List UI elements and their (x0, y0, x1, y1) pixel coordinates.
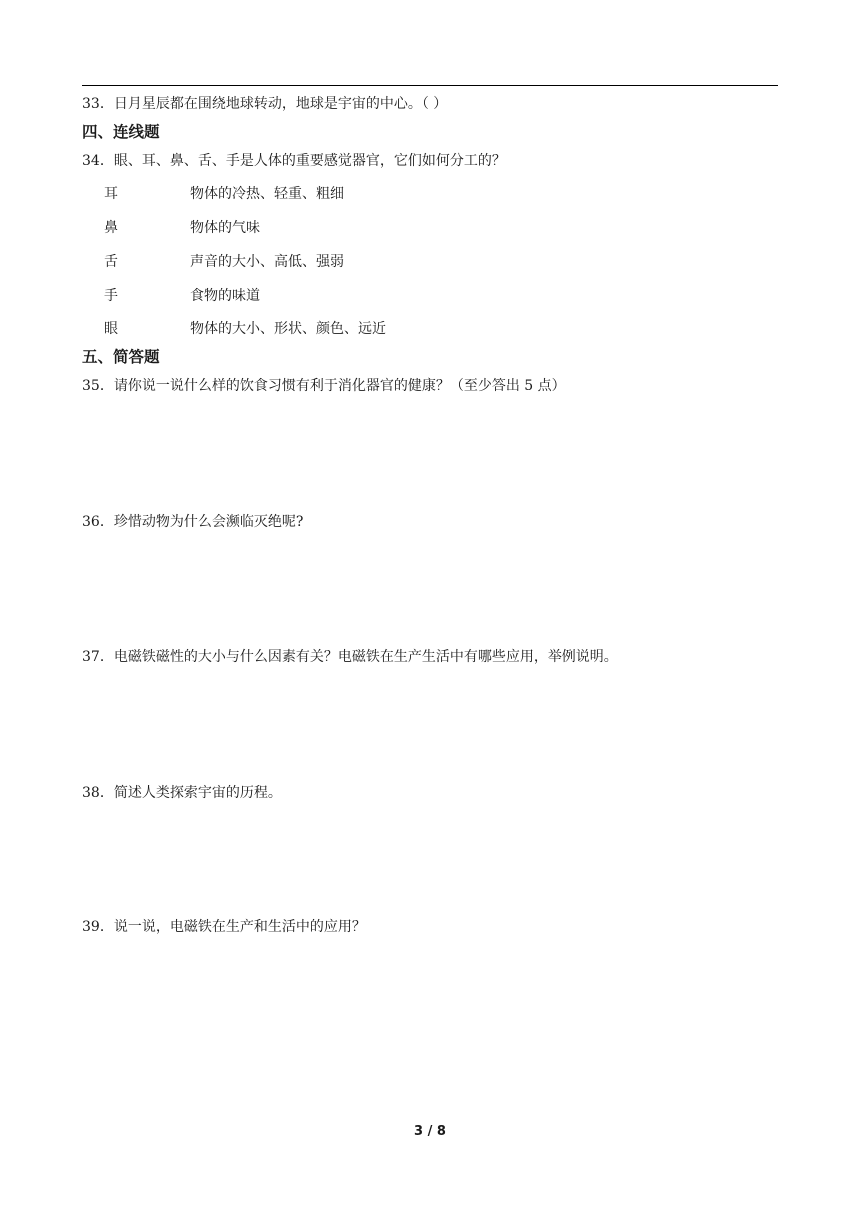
matching-organ: 鼻 (104, 220, 118, 236)
header-rule (82, 85, 778, 86)
question-39: 39．说一说，电磁铁在生产和生活中的应用？ (82, 919, 366, 935)
question-34: 34．眼、耳、鼻、舌、手是人体的重要感觉器官，它们如何分工的？ (82, 153, 506, 169)
question-35: 35．请你说一说什么样的饮食习惯有利于消化器官的健康？（至少答出 5 点） (82, 378, 566, 394)
question-36: 36．珍惜动物为什么会濒临灭绝呢? (82, 514, 304, 530)
matching-row (104, 286, 260, 306)
matching-organ: 舌 (104, 254, 118, 270)
matching-organ: 手 (104, 288, 118, 304)
matching-row (104, 319, 386, 339)
matching-row (104, 218, 260, 238)
matching-organ: 眼 (104, 321, 118, 337)
matching-description: 物体的冷热、轻重、粗细 (190, 186, 344, 202)
matching-description: 物体的大小、形状、颜色、远近 (190, 321, 386, 337)
section-heading-matching: 四、连线题 (82, 123, 160, 141)
section-heading-short-answer: 五、简答题 (82, 348, 160, 366)
question-37: 37．电磁铁磁性的大小与什么因素有关？电磁铁在生产生活中有哪些应用，举例说明。 (82, 649, 618, 665)
matching-organ: 耳 (104, 186, 118, 202)
matching-description: 食物的味道 (190, 288, 260, 304)
question-33: 33．日月星辰都在围绕地球转动，地球是宇宙的中心。（ ） (82, 96, 448, 112)
matching-row (104, 184, 344, 204)
matching-description: 物体的气味 (190, 220, 260, 236)
question-38: 38．简述人类探索宇宙的历程。 (82, 785, 282, 801)
matching-row (104, 252, 344, 272)
page-number: 3 / 8 (414, 1124, 446, 1139)
matching-description: 声音的大小、高低、强弱 (190, 254, 344, 270)
